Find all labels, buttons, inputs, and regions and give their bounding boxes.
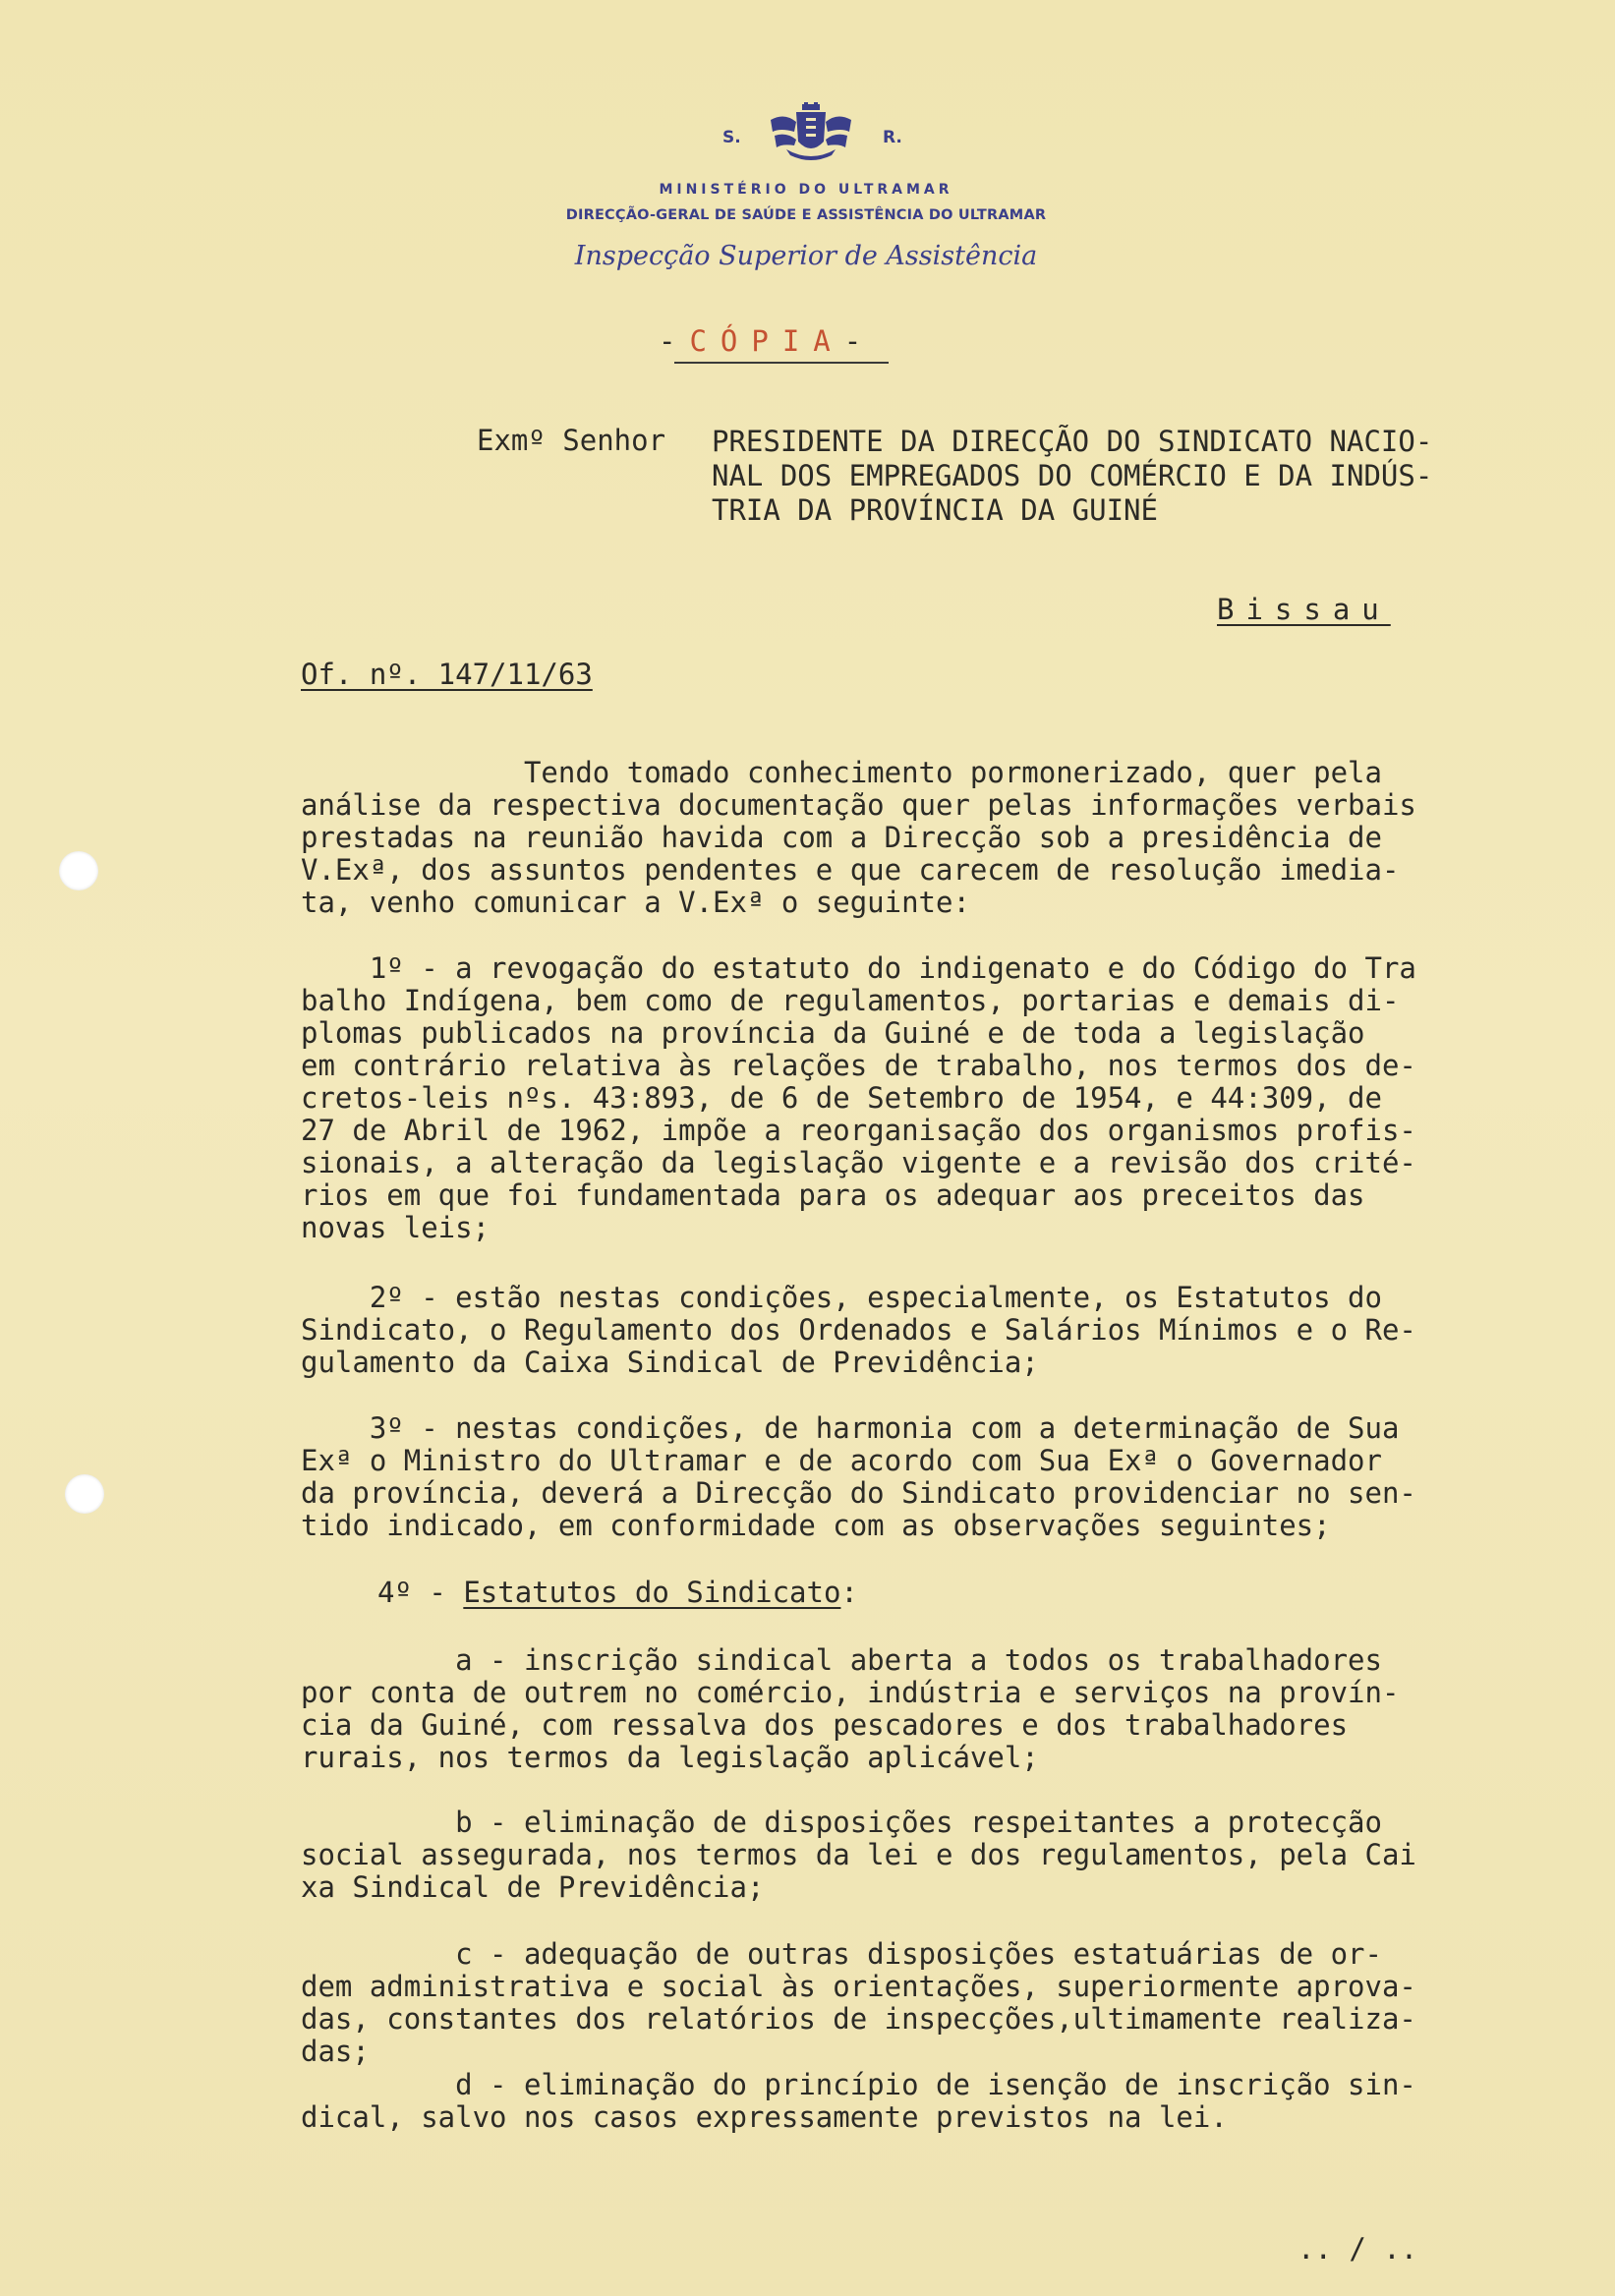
text-line: Sindicato, o Regulamento dos Ordenados e Salários Mínimos e o Re- bbox=[301, 1313, 1416, 1347]
letterhead bbox=[550, 98, 1062, 271]
text-line: 27 de Abril de 1962, impõe a reorganisação dos organismos profis- bbox=[301, 1114, 1416, 1147]
text-line: rurais, nos termos da legislação aplicável; bbox=[301, 1741, 1039, 1774]
text-line: cretos-leis nºs. 43:893, de 6 de Setembro de 1954, e 44:309, de bbox=[301, 1081, 1382, 1115]
text-line: d - eliminação do princípio de isenção de inscrição sin- bbox=[301, 2068, 1416, 2101]
text-line: balho Indígena, bem como de regulamentos, portarias e demais di- bbox=[301, 984, 1400, 1017]
paragraph-2 bbox=[301, 1282, 1416, 1379]
text-line: dical, salvo nos casos expressamente previstos na lei. bbox=[301, 2100, 1228, 2134]
letterhead-s: S. bbox=[722, 128, 741, 147]
coat-of-arms-icon bbox=[767, 102, 855, 163]
copy-stamp bbox=[659, 324, 875, 358]
text-line: das; bbox=[301, 2035, 370, 2068]
copy-label: CÓPIA bbox=[689, 324, 844, 358]
paragraph-1 bbox=[301, 952, 1416, 1244]
reference-number: Of. nº. 147/11/63 bbox=[301, 658, 593, 691]
paragraph-3 bbox=[301, 1412, 1416, 1542]
text-line: dem administrativa e social às orientações, superiormente aprova- bbox=[301, 1970, 1416, 2003]
paragraph-intro bbox=[301, 757, 1416, 919]
addressee-line: NAL DOS EMPREGADOS DO COMÉRCIO E DA INDÚS- bbox=[712, 459, 1433, 492]
text-line: da província, deverá a Direcção do Sindicato providenciar no sen- bbox=[301, 1476, 1416, 1510]
text-line: das, constantes dos relatórios de inspecções,ultimamente realiza- bbox=[301, 2002, 1416, 2036]
text-line: gulamento da Caixa Sindical de Previdência; bbox=[301, 1346, 1039, 1379]
city: Bissau bbox=[1217, 593, 1391, 626]
text-line: sionais, a alteração da legislação vigente e a revisão dos crité- bbox=[301, 1146, 1416, 1179]
text-line: c - adequação de outras disposições estatuárias de or- bbox=[301, 1937, 1382, 1971]
text-line: tido indicado, em conformidade com as observações seguintes; bbox=[301, 1509, 1331, 1542]
text-line: plomas publicados na província da Guiné e de toda a legislação bbox=[301, 1016, 1365, 1050]
text-line: a - inscrição sindical aberta a todos os trabalhadores bbox=[301, 1643, 1382, 1677]
text-line: Tendo tomado conhecimento pormonerizado, quer pela bbox=[301, 756, 1382, 789]
text-line: social assegurada, nos termos da lei e dos regulamentos, pela Cai bbox=[301, 1838, 1416, 1871]
text-line: 1º - a revogação do estatuto do indigenato e do Código do Tra bbox=[301, 951, 1416, 985]
text-line: prestadas na reunião havida com a Direcção sob a presidência de bbox=[301, 821, 1382, 854]
inspection-name: Inspecção Superior de Assistência bbox=[574, 241, 1038, 271]
addressee-line: TRIA DA PROVÍNCIA DA GUINÉ bbox=[712, 493, 1158, 527]
text-line: V.Exª, dos assuntos pendentes e que carecem de resolução imedia- bbox=[301, 853, 1400, 887]
letterhead-r: R. bbox=[883, 128, 902, 147]
continuation-mark: .. / .. bbox=[1298, 2232, 1418, 2266]
item-d bbox=[301, 2069, 1416, 2134]
text-line: novas leis; bbox=[301, 1211, 490, 1244]
text-line: Exª o Ministro do Ultramar e de acordo com Sua Exª o Governador bbox=[301, 1444, 1382, 1477]
p4-suffix: : bbox=[840, 1576, 858, 1609]
text-line: b - eliminação de disposições respeitantes a protecção bbox=[301, 1806, 1382, 1839]
salutation: Exmº Senhor bbox=[477, 424, 666, 457]
item-c bbox=[301, 1938, 1416, 2068]
punch-hole-bottom bbox=[65, 1474, 104, 1514]
text-line: xa Sindical de Previdência; bbox=[301, 1870, 765, 1904]
addressee-line: PRESIDENTE DA DIRECÇÃO DO SINDICATO NACIO- bbox=[712, 425, 1433, 458]
text-line: 2º - estão nestas condições, especialmente, os Estatutos do bbox=[301, 1281, 1382, 1314]
paragraph-4-heading bbox=[377, 1577, 858, 1609]
text-line: por conta de outrem no comércio, indústria e serviços na provín- bbox=[301, 1676, 1400, 1709]
text-line: 3º - nestas condições, de harmonia com a determinação de Sua bbox=[301, 1411, 1400, 1445]
ministry-name: MINISTÉRIO DO ULTRAMAR bbox=[659, 182, 953, 198]
copy-underline bbox=[674, 362, 889, 364]
text-line: em contrário relativa às relações de trabalho, nos termos dos de- bbox=[301, 1049, 1416, 1082]
p4-title: Estatutos do Sindicato bbox=[463, 1576, 841, 1609]
item-b bbox=[301, 1807, 1416, 1904]
copy-dash-right: - bbox=[843, 324, 876, 358]
text-line: análise da respectiva documentação quer pelas informações verbais bbox=[301, 788, 1416, 822]
text-line: ta, venho comunicar a V.Exª o seguinte: bbox=[301, 886, 970, 919]
punch-hole-top bbox=[59, 851, 98, 890]
copy-dash-left: - bbox=[659, 324, 690, 358]
directorate-name: DIRECÇÃO-GERAL DE SAÚDE E ASSISTÊNCIA DO ULTRAMAR bbox=[565, 207, 1047, 223]
text-line: cia da Guiné, com ressalva dos pescadores e dos trabalhadores bbox=[301, 1708, 1349, 1742]
text-line: rios em que foi fundamentada para os adequar aos preceitos das bbox=[301, 1178, 1365, 1212]
addressee-block bbox=[712, 425, 1432, 528]
item-a bbox=[301, 1644, 1399, 1774]
p4-prefix: 4º - bbox=[377, 1576, 464, 1609]
